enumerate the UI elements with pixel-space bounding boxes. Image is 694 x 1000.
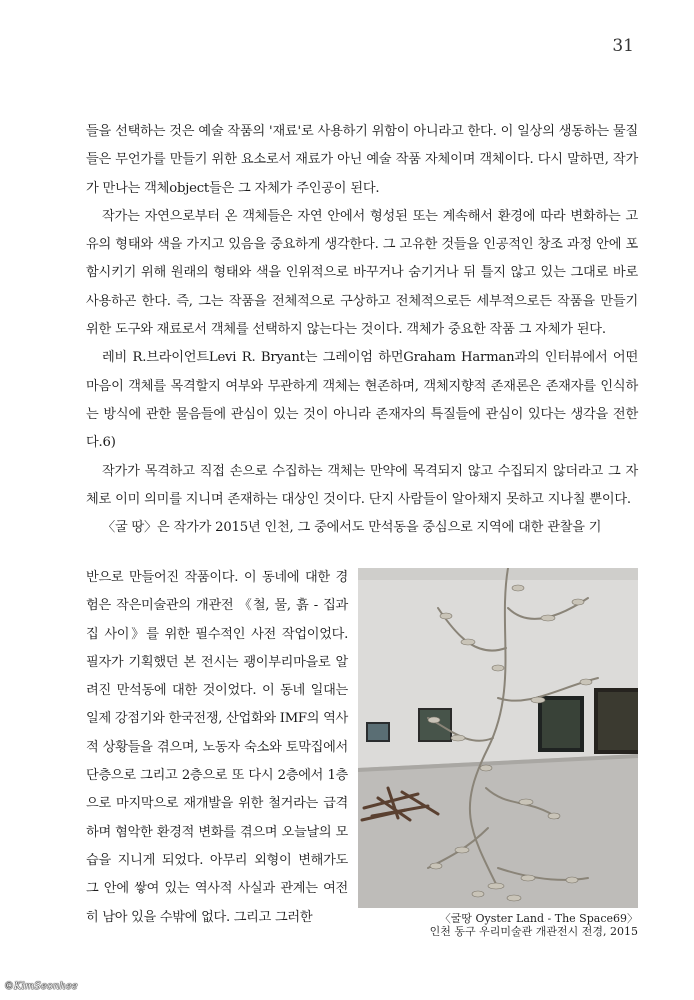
left-column <box>86 564 348 932</box>
paragraph: 들을 선택하는 것은 예술 작품의 '재료'로 사용하기 위함이 아니라고 한다. 이 일상의 생동하는 물질들은 무언가를 만들기 위한 요소로서 재료가 아닌 예술 작품 자체이며 객체이다. 다시 말하면, 작가가 만나는 객체object들은 그 자체가 주인공이 된다. <box>86 124 638 196</box>
caption-detail: 인천 동구 우리미술관 개관전시 전경, 2015 <box>429 925 638 938</box>
exhibition-photo-image <box>358 568 638 908</box>
paragraph: 레비 R.브라이언트Levi R. Bryant는 그레이엄 하먼Graham Harman과의 인터뷰에서 어떤 마음이 객체를 목격할지 여부와 무관하게 객체는 현존하며, 객체지향적 존재론은 존재자를 인식하는 방식에 관한 물음들에 관심이 있는 것이 아니라 존재자의 특질들에 관심이 있다는 생각을 전한다.6) <box>86 350 638 451</box>
page-number: 31 <box>612 36 634 56</box>
paragraph: 〈굴 땅〉은 작가가 2015년 인천, 그 중에서도 만석동을 중심으로 지역에 대한 관찰을 기 <box>102 520 602 536</box>
paragraph-continued: 반으로 만들어진 작품이다. 이 동네에 대한 경험은 작은미술관의 개관전 《철, 물, 흙 - 집과 집 사이》를 위한 필수적인 사전 작업이었다. 필자가 기획했던 본 전시는 괭이부리마을로 알려진 만석동에 대한 것이었다. 이 동네 일대는 일제 강점기와 한국전쟁, 산업화와 IMF의 역사적 상황들을 겪으며, 노동자 숙소와 토막집에서 단층으로 그리고 2층으로 또 다시 2층에서 1층으로 마지막으로 재개발을 위한 철거라는 급격하며 혐악한 환경적 변화를 겪으며 오늘날의 모습을 지니게 되었다. 아무리 외형이 변해가도 그 안에 쌓여 있는 역사적 사실과 관계는 여전히 남아 있을 수밖에 없다. 그리고 그러한 <box>86 570 348 925</box>
caption-title: 〈굴땅 Oyster Land - The Space69〉 <box>439 912 638 925</box>
body-text <box>86 118 638 542</box>
exhibition-photo <box>358 568 638 908</box>
figure-caption <box>358 912 638 938</box>
copyright-watermark: ©KimSeonhee <box>4 981 78 992</box>
paragraph: 작가는 자연으로부터 온 객체들은 자연 안에서 형성된 또는 계속해서 환경에 따라 변화하는 고유의 형태와 색을 가지고 있음을 중요하게 생각한다. 그 고유한 것들을 인공적인 창조 과정 안에 포함시키기 위해 원래의 형태와 색을 인위적으로 바꾸거나 숨기거나 뒤 틀지 않고 있는 그대로 바로 사용하곤 한다. 즉, 그는 작품을 전체적으로 구상하고 전체적으로든 세부적으로든 작품을 만들기 위한 도구와 재료로서 객체를 선택하지 않는다는 것이다. 객체가 중요한 작품 그 자체가 된다. <box>86 208 638 338</box>
paragraph: 작가가 목격하고 직접 손으로 수집하는 객체는 만약에 목격되지 않고 수집되지 않더라고 그 자체로 이미 의미를 지니며 존재하는 대상인 것이다. 단지 사람들이 알아채지 못하고 지나칠 뿐이다. <box>86 463 638 507</box>
